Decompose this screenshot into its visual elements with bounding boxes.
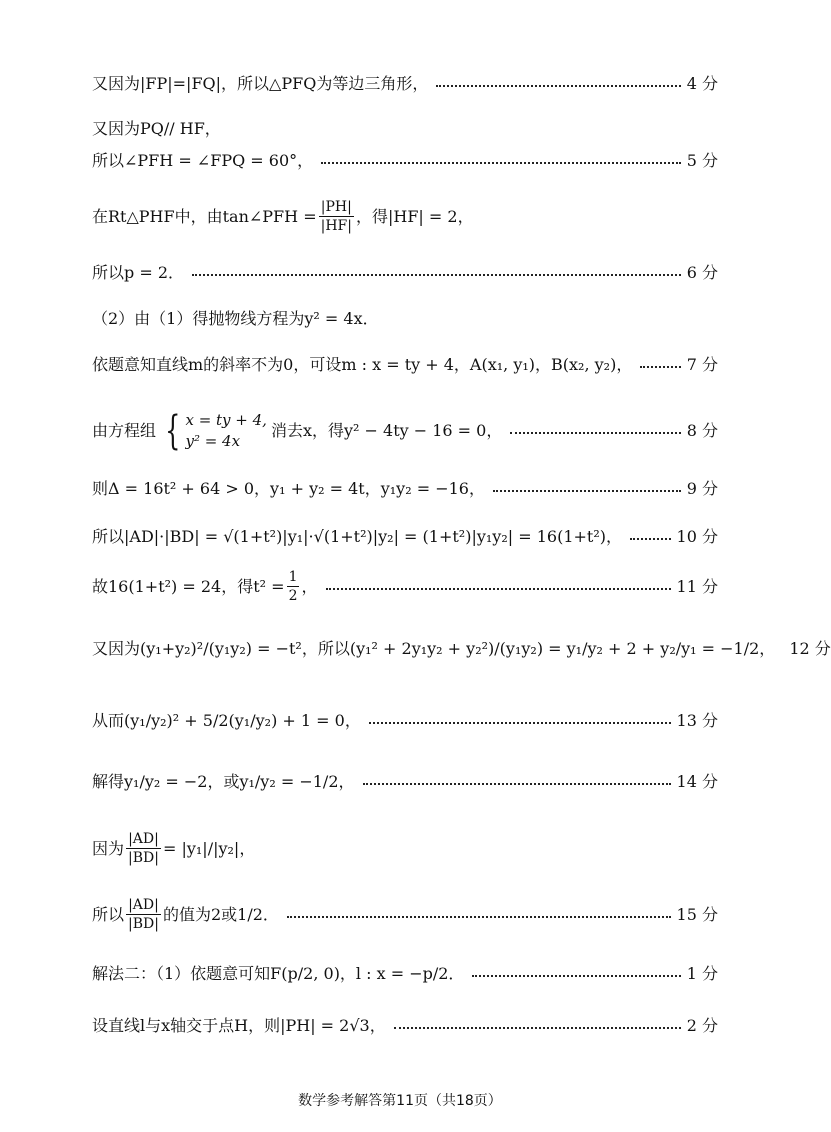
line-text: 依题意知直线m的斜率不为0，可设m : x = ty + 4，A(x₁, y₁)，B(x₂, y₂)， <box>92 355 633 374</box>
line-text: 设直线l与x轴交于点H，则|PH| = 2√3， <box>92 1016 386 1035</box>
score-label: 15 分 <box>676 904 718 924</box>
solution-line-15 <box>92 832 718 865</box>
page-footer: 数学参考解答第11页（共18页） <box>298 1093 502 1109</box>
line-text <box>92 898 279 931</box>
leader-dots <box>369 722 671 724</box>
solution-line-6 <box>92 311 718 327</box>
leader-dots <box>326 588 671 590</box>
solution-line-14 <box>92 774 718 790</box>
leader-dots <box>630 538 671 540</box>
line-text: 所以p = 2． <box>92 263 185 282</box>
line-text: 则Δ = 16t² + 64 > 0，y₁ + y₂ = 4t，y₁y₂ = −16， <box>92 479 485 498</box>
solution-line-11 <box>92 570 718 603</box>
score-label: 10 分 <box>676 527 718 546</box>
leader-dots <box>510 432 680 434</box>
leader-dots <box>394 1027 681 1029</box>
score-label: 5 分 <box>686 151 718 170</box>
solution-line-18 <box>92 1018 718 1034</box>
line-text-after: 消去x，得y² − 4ty − 16 = 0， <box>270 421 503 440</box>
line-text: 又因为(y₁+y₂)²/(y₁y₂) = −t²，所以(y₁² + 2y₁y₂ + y₂²)/(y₁y₂) = y₁/y₂ + 2 + y₂/y₁ = −1/2， <box>92 639 776 658</box>
fraction <box>126 898 161 931</box>
score-label: 12 分 <box>789 639 831 658</box>
solution-line-2 <box>92 121 718 137</box>
solution-line-10 <box>92 529 718 545</box>
solution-line-13 <box>92 713 718 729</box>
line-text-after: ， <box>301 576 318 596</box>
solution-line-7 <box>92 357 718 373</box>
fraction-numerator: 1 <box>288 569 298 585</box>
line-text-before: 故16(1+t²) = 24，得t² = <box>92 576 285 596</box>
line-text: 从而(y₁/y₂)² + 5/2(y₁/y₂) + 1 = 0， <box>92 711 361 730</box>
system-row-1: x = ty + 4, <box>185 411 267 429</box>
score-label: 7 分 <box>686 355 718 374</box>
leader-dots <box>640 366 680 368</box>
solution-line-1 <box>92 76 718 92</box>
score-label: 9 分 <box>686 479 718 498</box>
line-text-after: 的值为2或1/2． <box>162 904 279 924</box>
line-text-after: ，得|HF| = 2， <box>355 206 474 226</box>
leader-dots <box>363 783 671 785</box>
leader-dots <box>493 490 681 492</box>
fraction <box>287 570 300 603</box>
score-label: 1 分 <box>686 964 718 983</box>
solution-line-17 <box>92 966 718 982</box>
line-text: 解得y₁/y₂ = −2，或y₁/y₂ = −1/2， <box>92 772 355 791</box>
solution-line-16 <box>92 898 718 931</box>
line-text-after: = |y₁|/|y₂|， <box>162 838 256 858</box>
line-text: 又因为PQ// HF， <box>92 119 221 138</box>
solution-line-12 <box>92 639 831 658</box>
leader-dots <box>287 916 671 918</box>
solution-line-3 <box>92 153 718 169</box>
score-label: 6 分 <box>686 263 718 282</box>
line-text <box>92 570 318 603</box>
line-text <box>92 200 474 233</box>
fraction <box>126 832 161 865</box>
line-text-before: 在Rt△PHF中，由tan∠PFH = <box>92 206 317 226</box>
line-text <box>92 410 502 452</box>
equation-system <box>160 410 267 452</box>
line-text-before: 因为 <box>92 838 125 858</box>
score-label: 14 分 <box>676 772 718 791</box>
line-text-before: 所以 <box>92 904 125 924</box>
line-text: 解法二：（1）依题意可知F(p/2, 0)，l : x = −p/2． <box>92 964 465 983</box>
leader-dots <box>436 85 680 87</box>
score-label: 13 分 <box>676 711 718 730</box>
leader-dots <box>472 975 680 977</box>
score-label: 11 分 <box>676 576 718 596</box>
fraction <box>319 200 354 233</box>
solution-line-4 <box>92 200 718 233</box>
line-text <box>92 832 255 865</box>
fraction-numerator: |PH| <box>320 199 352 215</box>
line-text-before: 由方程组 <box>92 421 157 440</box>
fraction-numerator: |AD| <box>128 897 159 913</box>
fraction-denominator: |BD| <box>128 850 159 866</box>
solution-line-8 <box>92 410 718 452</box>
fraction-numerator: |AD| <box>128 831 159 847</box>
line-text: 又因为|FP|=|FQ|，所以△PFQ为等边三角形， <box>92 74 429 93</box>
fraction-denominator: 2 <box>288 588 298 604</box>
fraction-denominator: |BD| <box>128 916 159 932</box>
line-text: 所以|AD|·|BD| = √(1+t²)|y₁|·√(1+t²)|y₂| = (1+t²)|y₁y₂| = 16(1+t²)， <box>92 527 623 546</box>
leader-dots <box>321 162 681 164</box>
score-label: 2 分 <box>686 1016 718 1035</box>
left-brace: { <box>165 408 181 454</box>
line-text: 所以∠PFH = ∠FPQ = 60°， <box>92 151 314 170</box>
fraction-denominator: |HF| <box>320 218 352 234</box>
system-row-2: y² = 4x <box>185 432 241 450</box>
score-label: 4 分 <box>686 74 718 93</box>
line-text: （2）由（1）得抛物线方程为y² = 4x． <box>92 309 379 328</box>
solution-line-9 <box>92 481 718 497</box>
leader-dots <box>192 274 681 276</box>
solution-line-5 <box>92 265 718 281</box>
score-label: 8 分 <box>686 421 718 440</box>
